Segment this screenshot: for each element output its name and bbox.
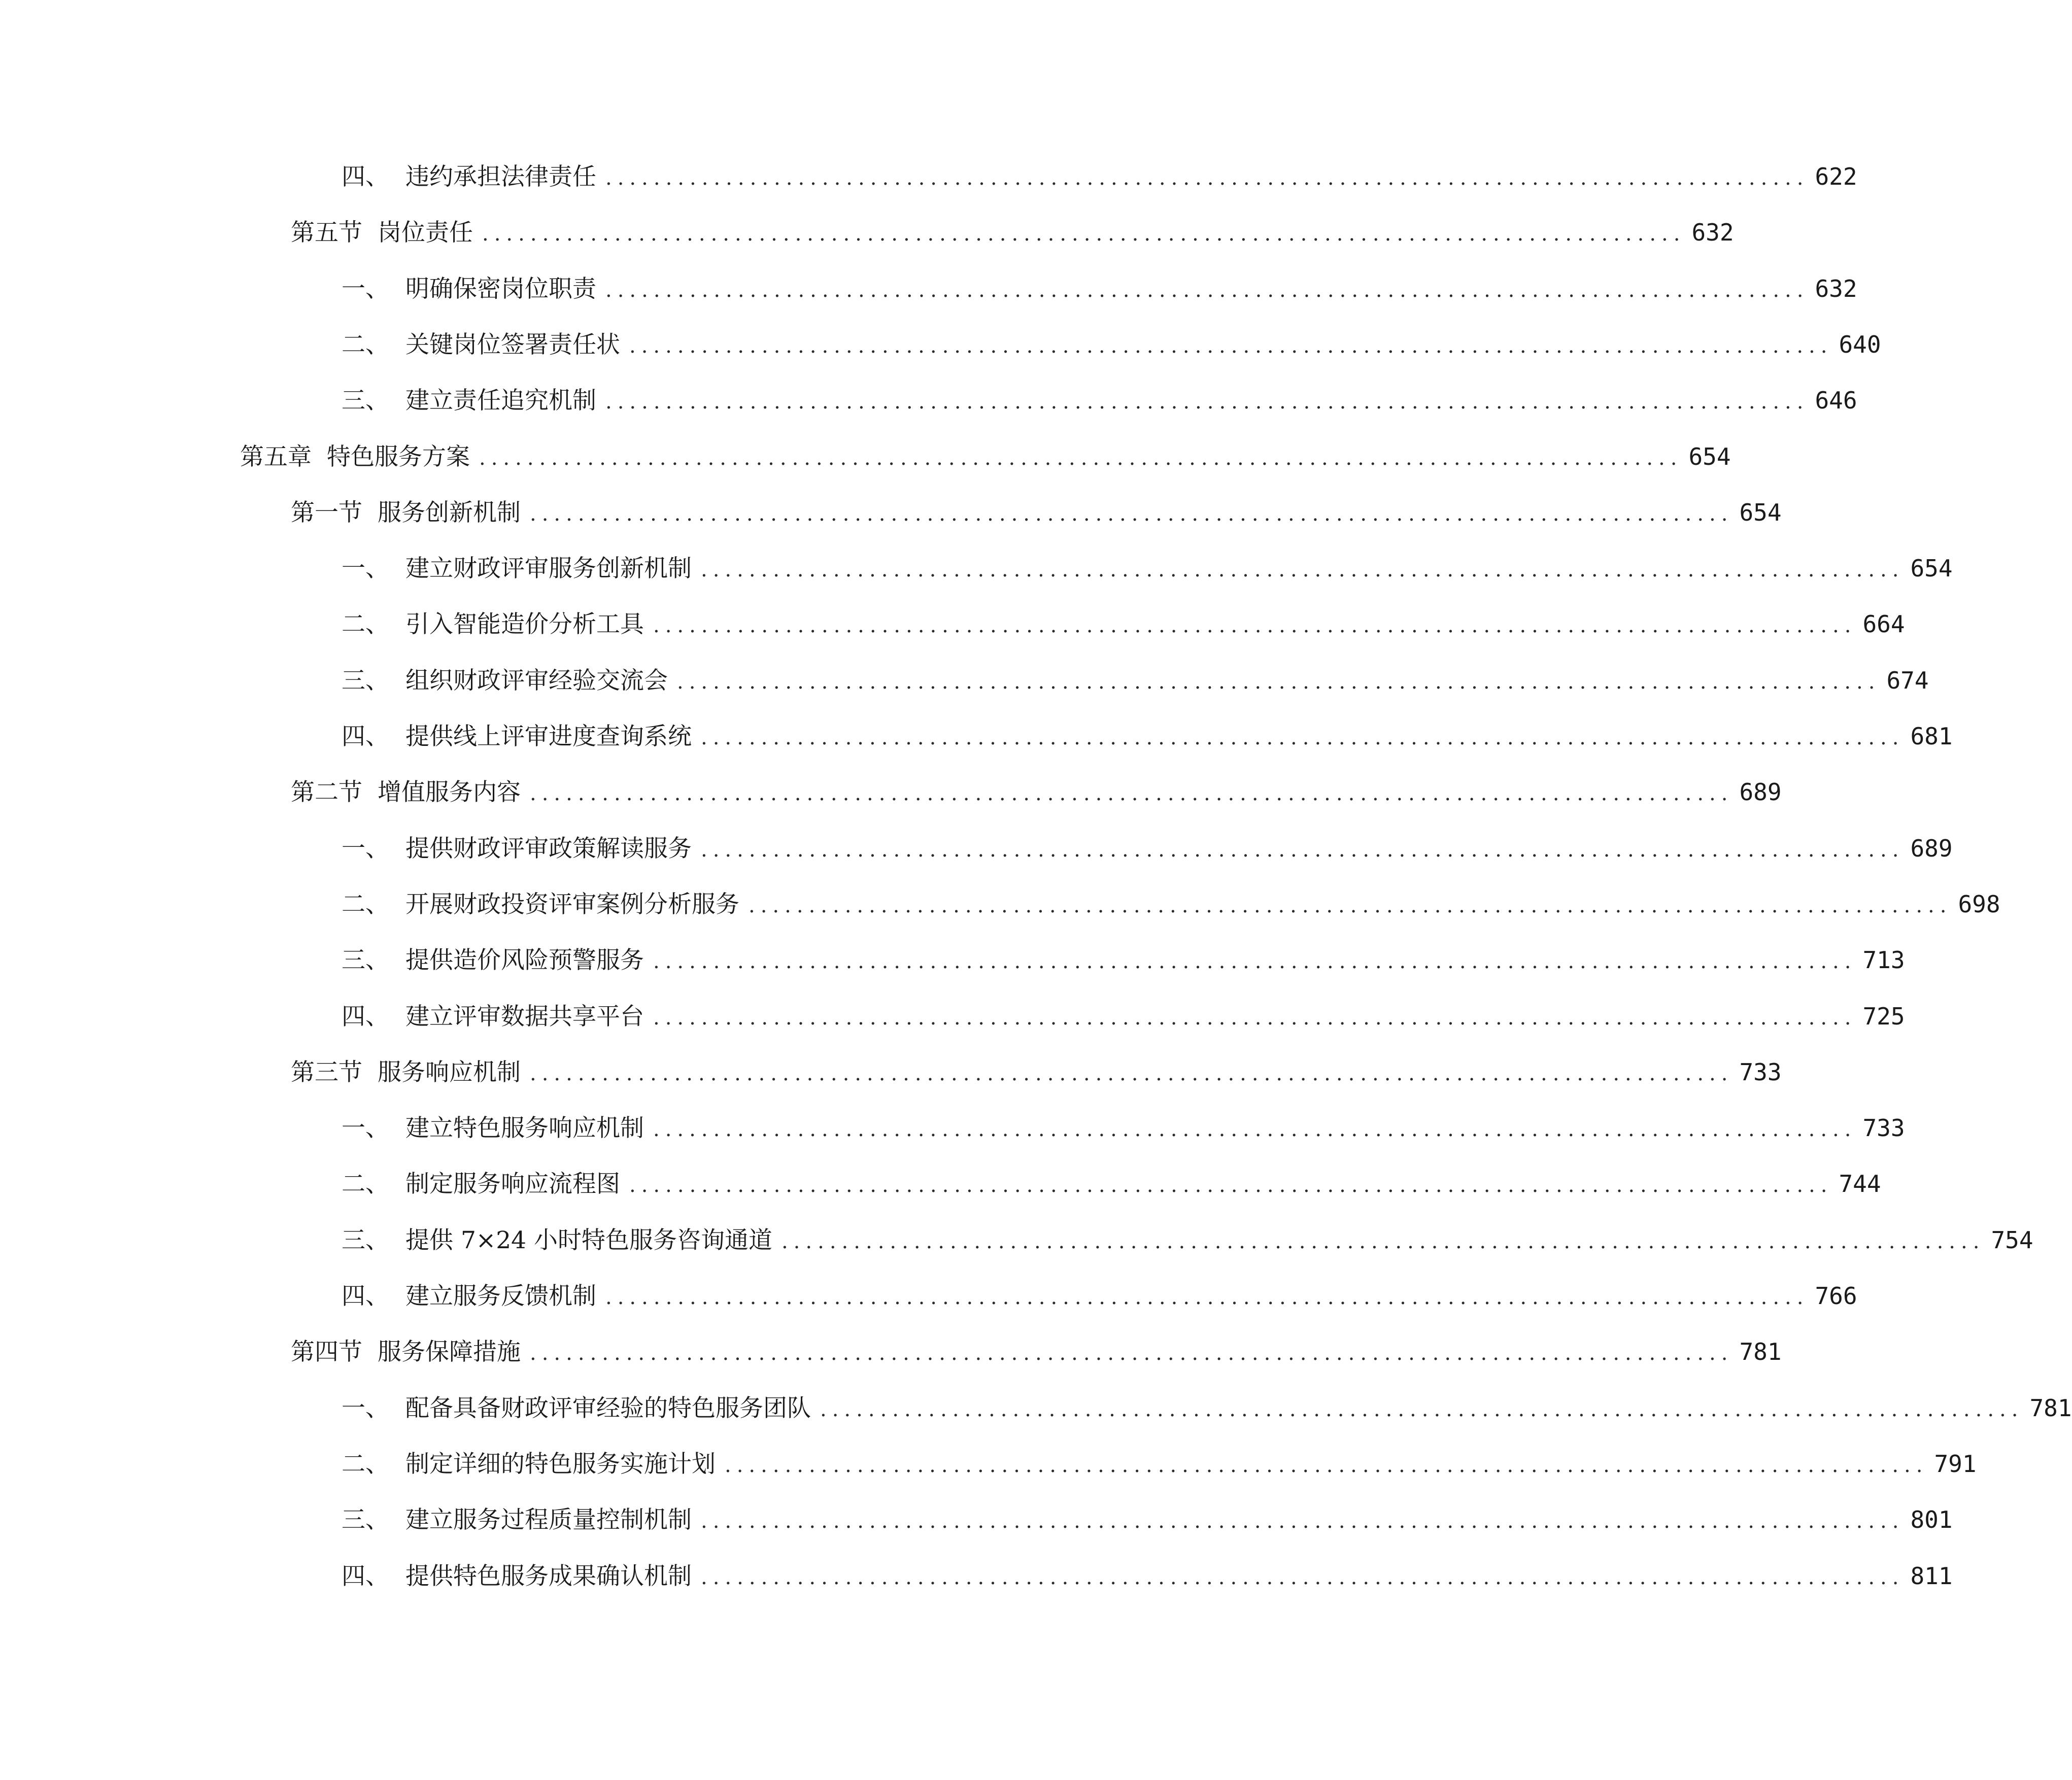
toc-entry[interactable] (342, 1108, 1905, 1148)
toc-entry-page-number: 632 (1815, 275, 1857, 302)
toc-dot-leader: .................................................................................................... (701, 1566, 1905, 1589)
toc-entry-title: 建立财政评审服务创新机制 (405, 555, 692, 583)
toc-dot-leader: .................................................................................................... (605, 1286, 1809, 1309)
toc-dot-leader: .................................................................................................... (479, 447, 1683, 470)
toc-dot-leader: .................................................................................................... (605, 166, 1809, 190)
toc-entry-title: 制定服务响应流程图 (405, 1170, 620, 1198)
toc-entry-number: 二、 (342, 610, 389, 638)
toc-entry-title: 建立服务反馈机制 (405, 1282, 596, 1310)
toc-entry-page-number: 766 (1815, 1282, 1857, 1310)
toc-entry[interactable] (342, 156, 1857, 197)
toc-entry-number: 三、 (342, 1226, 389, 1254)
toc-entry-title: 建立服务过程质量控制机制 (405, 1506, 692, 1534)
toc-entry-title: 特色服务方案 (327, 443, 470, 471)
toc-entry[interactable] (342, 1276, 1857, 1316)
toc-entry-title: 关键岗位签署责任状 (405, 331, 620, 359)
toc-entry[interactable] (342, 1220, 2033, 1260)
toc-entry[interactable] (291, 772, 1782, 812)
toc-entry[interactable] (291, 1331, 1782, 1372)
toc-entry-number: 一、 (342, 275, 389, 303)
toc-entry-title: 引入智能造价分析工具 (405, 610, 644, 638)
toc-entry[interactable] (240, 436, 1731, 477)
toc-dot-leader: .................................................................................................... (482, 222, 1686, 246)
toc-entry-number: 四、 (342, 1282, 389, 1310)
toc-dot-leader: .................................................................................................... (605, 390, 1809, 414)
toc-entry[interactable] (342, 1388, 2072, 1428)
toc-dot-leader: .................................................................................................... (749, 894, 1952, 917)
toc-entry-title: 岗位责任 (378, 219, 473, 247)
toc-entry-title: 建立责任追究机制 (405, 387, 596, 415)
toc-entry-page-number: 640 (1839, 331, 1881, 358)
toc-entry-page-number: 654 (1739, 499, 1782, 526)
toc-entry[interactable] (342, 996, 1905, 1037)
toc-entry-number: 四、 (342, 1003, 389, 1031)
toc-entry[interactable] (291, 212, 1734, 253)
toc-entry-page-number: 674 (1886, 667, 1929, 694)
toc-entry-title: 组织财政评审经验交流会 (405, 667, 668, 695)
toc-entry-number: 一、 (342, 835, 389, 863)
toc-entry[interactable] (291, 1052, 1782, 1092)
toc-entry-page-number: 733 (1862, 1114, 1905, 1142)
toc-entry[interactable] (342, 1444, 1977, 1484)
toc-entry[interactable] (342, 604, 1905, 644)
toc-entry-title: 配备具备财政评审经验的特色服务团队 (405, 1394, 811, 1422)
toc-dot-leader: .................................................................................................... (653, 1006, 1857, 1030)
toc-entry[interactable] (342, 1163, 1881, 1204)
toc-dot-leader: .................................................................................................... (820, 1398, 2024, 1421)
toc-entry-title: 提供线上评审进度查询系统 (405, 723, 692, 750)
toc-entry[interactable] (342, 268, 1857, 309)
toc-entry-number: 三、 (342, 1506, 389, 1534)
toc-dot-leader: .................................................................................................... (530, 502, 1734, 526)
toc-entry-number: 四、 (342, 1562, 389, 1590)
toc-entry-title: 建立评审数据共享平台 (405, 1003, 644, 1031)
toc-dot-leader: .................................................................................................... (701, 558, 1905, 581)
toc-entry[interactable] (342, 940, 1905, 980)
toc-dot-leader: .................................................................................................... (629, 334, 1833, 358)
toc-dot-leader: .................................................................................................... (677, 670, 1881, 694)
toc-entry-page-number: 689 (1910, 835, 1953, 862)
toc-entry-number: 一、 (342, 1114, 389, 1142)
toc-entry-title: 服务响应机制 (378, 1058, 521, 1086)
toc-entry-title: 明确保密岗位职责 (405, 275, 596, 303)
toc-entry[interactable] (342, 380, 1857, 421)
toc-dot-leader: .................................................................................................... (653, 950, 1857, 973)
toc-dot-leader: .................................................................................................... (653, 1118, 1857, 1141)
toc-entry-page-number: 681 (1910, 723, 1953, 750)
toc-entry-page-number: 646 (1815, 387, 1857, 414)
toc-entry-page-number: 781 (1739, 1338, 1782, 1365)
toc-entry-page-number: 632 (1691, 219, 1734, 246)
toc-entry-page-number: 801 (1910, 1506, 1953, 1533)
toc-entry-page-number: 733 (1739, 1058, 1782, 1086)
toc-entry-number: 三、 (342, 667, 389, 695)
toc-entry-page-number: 664 (1862, 610, 1905, 638)
toc-entry[interactable] (342, 324, 1881, 365)
toc-entry-page-number: 791 (1934, 1450, 1977, 1478)
toc-dot-leader: .................................................................................................... (605, 279, 1809, 302)
toc-dot-leader: .................................................................................................... (530, 782, 1734, 805)
toc-dot-leader: .................................................................................................... (725, 1454, 1928, 1477)
toc-dot-leader: .................................................................................................... (701, 838, 1905, 862)
toc-entry-number: 二、 (342, 891, 389, 918)
toc-entry-number: 第一节 (291, 499, 362, 527)
toc-dot-leader: .................................................................................................... (653, 614, 1857, 637)
toc-entry-number: 第二节 (291, 778, 362, 806)
toc-entry-page-number: 698 (1958, 891, 2000, 918)
toc-entry-page-number: 744 (1839, 1170, 1881, 1197)
toc-entry[interactable] (342, 1499, 1953, 1540)
toc-entry-title: 制定详细的特色服务实施计划 (405, 1450, 716, 1478)
toc-dot-leader: .................................................................................................... (781, 1230, 1985, 1253)
toc-entry-title: 服务创新机制 (378, 499, 521, 527)
toc-entry[interactable] (342, 828, 1953, 869)
toc-entry-number: 二、 (342, 1170, 389, 1198)
toc-entry-title: 增值服务内容 (378, 778, 521, 806)
toc-entry-page-number: 713 (1862, 946, 1905, 974)
toc-entry[interactable] (342, 884, 2000, 925)
toc-entry-title: 开展财政投资评审案例分析服务 (405, 891, 739, 918)
toc-entry-title: 提供造价风险预警服务 (405, 946, 644, 974)
toc-dot-leader: .................................................................................................... (701, 1510, 1905, 1533)
toc-entry-title: 违约承担法律责任 (405, 163, 596, 191)
toc-entry[interactable] (342, 548, 1953, 589)
toc-entry-title: 服务保障措施 (378, 1338, 521, 1366)
toc-entry-number: 第三节 (291, 1058, 362, 1086)
toc-entry-page-number: 654 (1910, 555, 1953, 582)
toc-entry-page-number: 781 (2029, 1394, 2072, 1422)
toc-dot-leader: .................................................................................................... (530, 1342, 1734, 1365)
toc-entry-title: 建立特色服务响应机制 (405, 1114, 644, 1142)
toc-entry-number: 二、 (342, 331, 389, 359)
toc-dot-leader: .................................................................................................... (530, 1062, 1734, 1085)
toc-entry-title: 提供财政评审政策解读服务 (405, 835, 692, 863)
toc-entry-title: 提供 7×24 小时特色服务咨询通道 (405, 1226, 772, 1254)
toc-entry[interactable] (342, 1556, 1953, 1596)
toc-entry-title: 提供特色服务成果确认机制 (405, 1562, 692, 1590)
toc-entry-number: 第四节 (291, 1338, 362, 1366)
toc-entry-page-number: 654 (1688, 443, 1731, 470)
toc-entry[interactable] (342, 660, 1929, 701)
toc-entry-number: 一、 (342, 555, 389, 583)
toc-entry-page-number: 622 (1815, 163, 1857, 190)
toc-entry-number: 第五节 (291, 219, 362, 247)
toc-entry-number: 一、 (342, 1394, 389, 1422)
toc-dot-leader: .................................................................................................... (629, 1174, 1833, 1197)
toc-entry-page-number: 754 (1991, 1226, 2033, 1254)
toc-entry[interactable] (291, 492, 1782, 533)
toc-entry-number: 第五章 (240, 443, 312, 471)
toc-dot-leader: .................................................................................................... (701, 726, 1905, 749)
toc-entry-page-number: 811 (1910, 1562, 1953, 1590)
toc-entry-number: 三、 (342, 387, 389, 415)
toc-entry-number: 二、 (342, 1450, 389, 1478)
toc-entry-page-number: 689 (1739, 778, 1782, 806)
toc-entry[interactable] (342, 716, 1953, 757)
toc-entry-number: 四、 (342, 723, 389, 750)
toc-entry-page-number: 725 (1862, 1003, 1905, 1030)
toc-entry-number: 三、 (342, 946, 389, 974)
toc-entry-number: 四、 (342, 163, 389, 191)
